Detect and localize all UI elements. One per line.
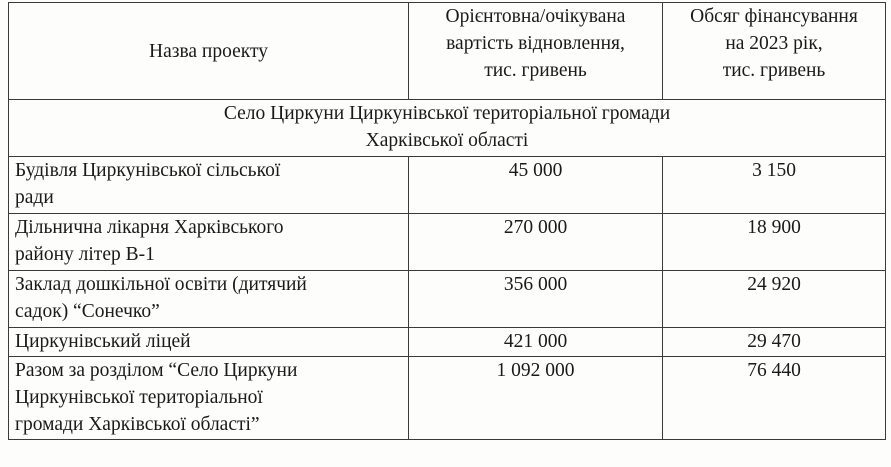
section-row: [9, 100, 886, 157]
header-estimated-cost: Орієнтовна/очікувана вартість відновлення, тис. гривень: [409, 3, 663, 100]
project-name-cell: Дільнична лікарня Харківського району літер В-1: [9, 214, 409, 271]
section-title: Село Циркуни Циркунівської територіальної громади Харківської області: [9, 100, 886, 157]
project-name-cell: Циркунівський ліцей: [9, 328, 409, 357]
cost-cell: 1 092 000: [409, 357, 663, 440]
project-name-cell: Будівля Циркунівської сільської ради: [9, 157, 409, 214]
header-funding-2023: Обсяг фінансування на 2023 рік, тис. гривень: [663, 3, 886, 100]
funding-cell: 18 900: [663, 214, 886, 271]
funding-table: [8, 2, 886, 440]
cost-cell: 356 000: [409, 271, 663, 328]
funding-cell: 3 150: [663, 157, 886, 214]
cost-cell: 421 000: [409, 328, 663, 357]
cost-cell: 45 000: [409, 157, 663, 214]
header-row: [9, 3, 886, 100]
project-name-cell: Разом за розділом “Село Циркуни Циркунівської територіальної громади Харківської області”: [9, 357, 409, 440]
project-name-cell: Заклад дошкільної освіти (дитячий садок) “Сонечко”: [9, 271, 409, 328]
total-row: [9, 357, 886, 440]
funding-cell: 24 920: [663, 271, 886, 328]
header-project-name: Назва проекту: [9, 3, 409, 100]
table-row: [9, 214, 886, 271]
table-row: [9, 328, 886, 357]
funding-cell: 76 440: [663, 357, 886, 440]
cost-cell: 270 000: [409, 214, 663, 271]
table-row: [9, 157, 886, 214]
table-row: [9, 271, 886, 328]
funding-cell: 29 470: [663, 328, 886, 357]
